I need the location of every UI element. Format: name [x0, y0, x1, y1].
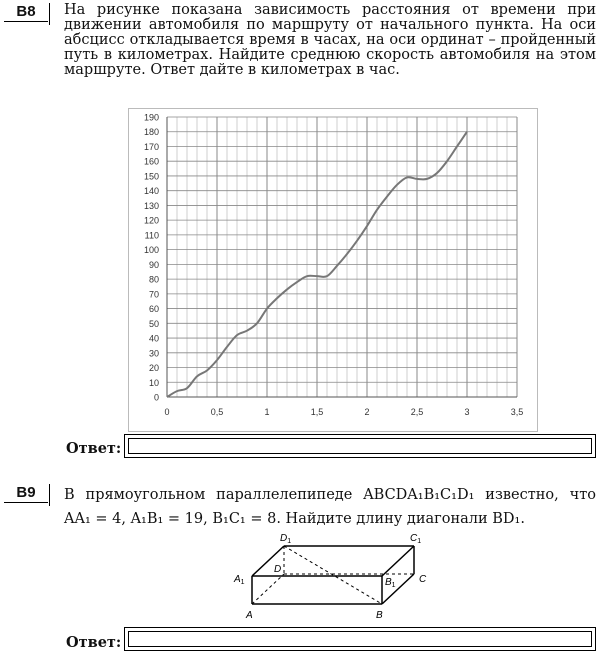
- y-tick-label: 170: [143, 141, 159, 152]
- task-b9-line2: AA₁ = 4, A₁B₁ = 19, B₁C₁ = 8. Найдите длину диагонали BD₁.: [64, 511, 525, 527]
- vertex-label-b: B: [376, 610, 383, 621]
- distance-time-chart: [128, 108, 538, 432]
- y-tick-label: 190: [143, 112, 159, 123]
- y-tick-label: 130: [143, 200, 159, 211]
- y-tick-label: 180: [143, 127, 159, 138]
- answer-field-b8[interactable]: [124, 434, 596, 458]
- x-tick-label: 1: [264, 407, 270, 417]
- y-tick-label: 150: [143, 171, 159, 182]
- chart-svg: [129, 109, 537, 431]
- vertex-label-b1: $B_1$: [385, 577, 396, 589]
- y-tick-label: 30: [148, 348, 159, 359]
- task-number-b9: B9: [4, 484, 48, 503]
- y-tick-label: 50: [148, 318, 159, 329]
- answer-label-b9: Ответ:: [66, 634, 122, 651]
- y-tick-label: 110: [144, 230, 159, 241]
- parallelepiped-diagram: [226, 530, 436, 622]
- x-tick-label: 0,5: [210, 407, 224, 417]
- y-tick-label: 100: [143, 245, 159, 256]
- y-tick-label: 120: [143, 215, 159, 226]
- x-tick-label: 0: [164, 407, 170, 417]
- x-tick-label: 3,5: [510, 407, 524, 417]
- vertex-label-a1: $A_1$: [234, 574, 245, 586]
- vertex-label-d1: $D_1$: [280, 533, 292, 545]
- y-tick-label: 70: [148, 289, 159, 300]
- answer-label-b8: Ответ:: [66, 440, 122, 457]
- task-b8-text: На рисунке показана зависимость расстояния от времени при движении автомобиля по маршруту от начального пункта. На оси абсцисс откладывается время в часах, на оси ординат – пройденный путь в километрах. Найдите среднюю скорость автомобиля на этом маршруте. Ответ дайте в километрах в час.: [64, 2, 596, 78]
- vertex-label-c: C: [419, 574, 427, 585]
- y-tick-label: 10: [148, 377, 159, 388]
- task-number-b8: B8: [4, 3, 48, 22]
- x-tick-label: 1,5: [310, 407, 324, 417]
- y-tick-label: 80: [148, 274, 159, 285]
- vertex-label-a: A: [246, 610, 253, 621]
- y-tick-label: 40: [148, 333, 159, 344]
- x-tick-label: 2: [364, 407, 370, 417]
- y-tick-label: 90: [148, 259, 159, 270]
- y-tick-label: 0: [153, 392, 159, 403]
- vertex-label-c1: $C_1$: [410, 533, 422, 545]
- vertex-label-d: D: [274, 564, 282, 575]
- y-tick-label: 60: [148, 304, 159, 315]
- y-tick-label: 160: [143, 156, 159, 167]
- y-tick-label: 20: [148, 363, 159, 374]
- x-tick-label: 3: [464, 407, 470, 417]
- y-tick-label: 140: [143, 186, 159, 197]
- answer-field-b9[interactable]: [124, 627, 596, 651]
- x-tick-label: 2,5: [410, 407, 424, 417]
- task-b9-line1: В прямоугольном параллелепипеде ABCDA₁B₁C₁D₁ известно, что: [64, 487, 596, 503]
